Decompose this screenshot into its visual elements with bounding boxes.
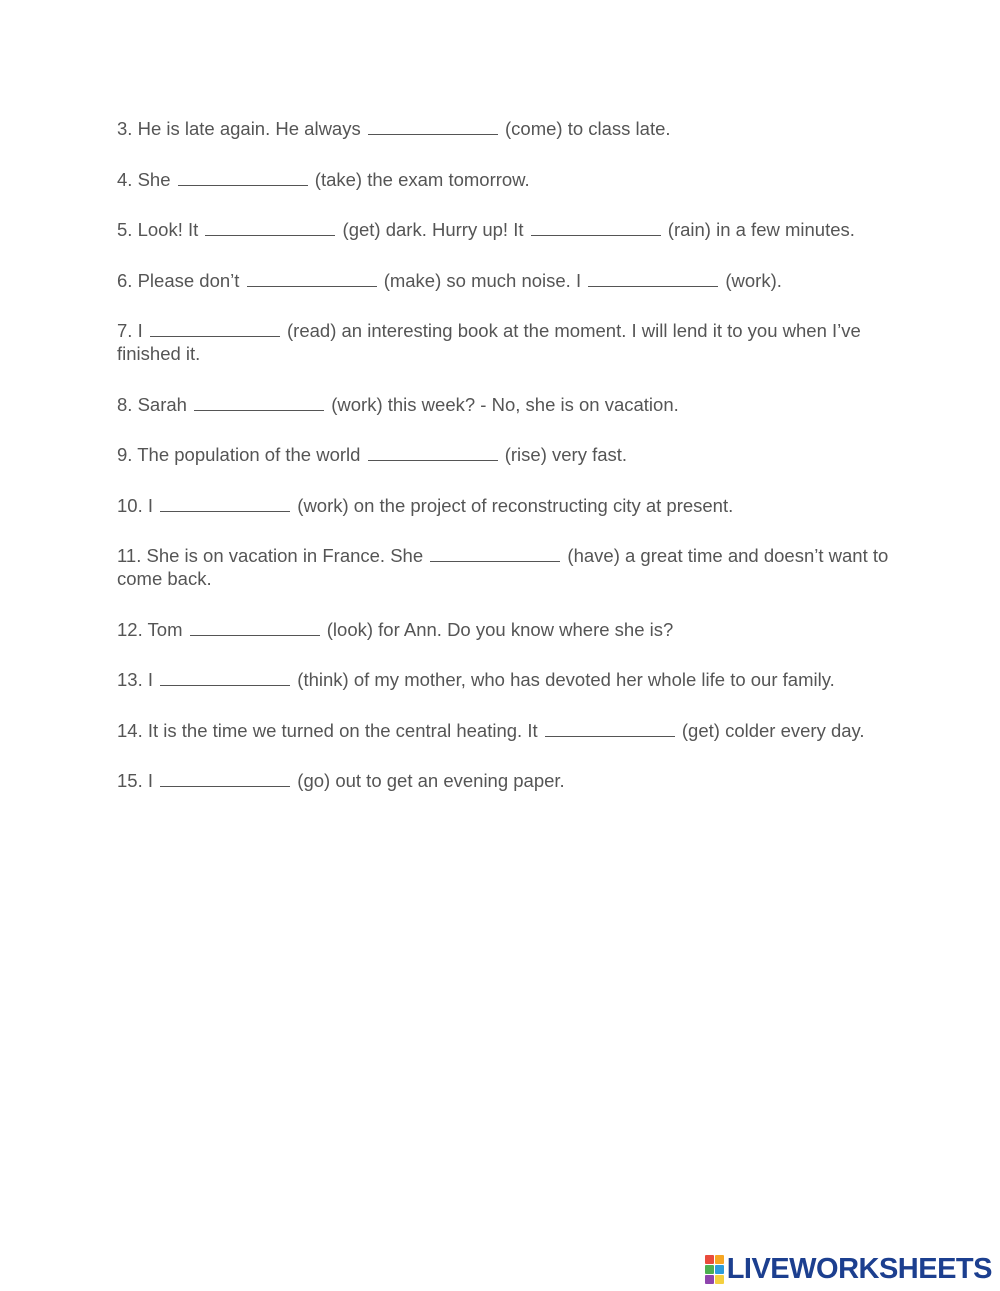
liveworksheets-logo-icon	[705, 1255, 724, 1284]
exercise-number: 5.	[117, 219, 133, 240]
exercise-text: The population of the world	[137, 444, 361, 465]
exercise-text: He is late again. He always	[137, 118, 361, 139]
exercise-number: 11.	[117, 545, 142, 566]
exercise-text: Sarah	[137, 393, 187, 415]
exercise-number: 7.	[117, 320, 133, 341]
exercise-number: 10.	[117, 494, 143, 516]
logo-square	[715, 1265, 724, 1274]
exercise-text: She is on vacation in France. She	[146, 545, 424, 566]
exercise-text: (get) colder every day.	[681, 719, 865, 741]
exercise-item-15	[117, 768, 892, 792]
answer-blank[interactable]	[178, 167, 308, 186]
exercise-text: (go) out to get an evening paper.	[297, 770, 565, 791]
exercise-text: (rise) very fast.	[504, 444, 628, 465]
logo-square	[705, 1265, 714, 1274]
exercise-number: 6.	[117, 269, 133, 291]
answer-blank[interactable]	[247, 268, 377, 287]
answer-blank[interactable]	[430, 543, 560, 562]
exercise-text: I	[147, 669, 153, 690]
exercise-number: 12.	[117, 618, 143, 640]
answer-blank[interactable]	[194, 392, 324, 411]
exercise-text: Look! It	[137, 219, 199, 240]
answer-blank[interactable]	[160, 493, 290, 512]
answer-blank[interactable]	[545, 718, 675, 737]
exercise-text: Tom	[147, 618, 183, 640]
exercise-number: 8.	[117, 393, 133, 415]
exercise-text: (work) this week? - No, she is on vacation.	[331, 393, 679, 415]
exercise-text: Please don’t	[137, 269, 240, 291]
liveworksheets-logo	[705, 1255, 992, 1284]
answer-blank[interactable]	[531, 217, 661, 236]
logo-text: LIVEWORKSHEETS	[726, 1253, 992, 1285]
logo-square	[715, 1255, 724, 1264]
exercise-text: (work).	[725, 269, 782, 291]
exercise-item-14	[117, 718, 892, 742]
logo-square	[715, 1275, 724, 1284]
exercise-number: 3.	[117, 118, 133, 139]
exercise-text: I	[147, 770, 153, 791]
logo-square	[705, 1255, 714, 1264]
exercise-item-8	[117, 392, 892, 416]
exercise-text: (work) on the project of reconstructing city at present.	[297, 494, 734, 516]
answer-blank[interactable]	[160, 768, 290, 787]
answer-blank[interactable]	[368, 116, 498, 135]
worksheet-exercise-list	[117, 116, 892, 819]
exercise-text: (read) an interesting book at the moment. I will lend it to you when I’ve finished it.	[117, 320, 861, 364]
exercise-item-13	[117, 667, 892, 691]
logo-square	[705, 1275, 714, 1284]
answer-blank[interactable]	[190, 617, 320, 636]
exercise-text: (come) to class late.	[505, 118, 671, 139]
exercise-item-4	[117, 167, 892, 191]
exercise-text: It is the time we turned on the central heating. It	[147, 719, 538, 741]
exercise-text: (look) for Ann. Do you know where she is?	[326, 618, 674, 640]
exercise-item-7	[117, 318, 892, 365]
exercise-text: (have) a great time and doesn’t want to come back.	[117, 545, 889, 589]
exercise-text: I	[147, 494, 153, 516]
answer-blank[interactable]	[588, 268, 718, 287]
exercise-text: (get) dark. Hurry up! It	[342, 219, 524, 240]
exercise-item-9	[117, 442, 892, 466]
exercise-item-6	[117, 268, 892, 292]
exercise-text: (make) so much noise. I	[383, 269, 582, 291]
exercise-text: (think) of my mother, who has devoted her whole life to our family.	[297, 669, 835, 690]
exercise-text: (rain) in a few minutes.	[667, 219, 855, 240]
exercise-item-5	[117, 217, 892, 241]
answer-blank[interactable]	[368, 442, 498, 461]
answer-blank[interactable]	[205, 217, 335, 236]
exercise-number: 15.	[117, 770, 143, 791]
exercise-text: I	[137, 320, 143, 341]
exercise-item-11	[117, 543, 892, 590]
exercise-item-10	[117, 493, 892, 517]
exercise-number: 14.	[117, 719, 143, 741]
exercise-number: 13.	[117, 669, 143, 690]
exercise-text: (take) the exam tomorrow.	[314, 168, 530, 190]
answer-blank[interactable]	[160, 667, 290, 686]
exercise-item-3	[117, 116, 892, 140]
answer-blank[interactable]	[150, 318, 280, 337]
exercise-number: 4.	[117, 168, 133, 190]
exercise-text: She	[137, 168, 171, 190]
exercise-number: 9.	[117, 444, 133, 465]
exercise-item-12	[117, 617, 892, 641]
